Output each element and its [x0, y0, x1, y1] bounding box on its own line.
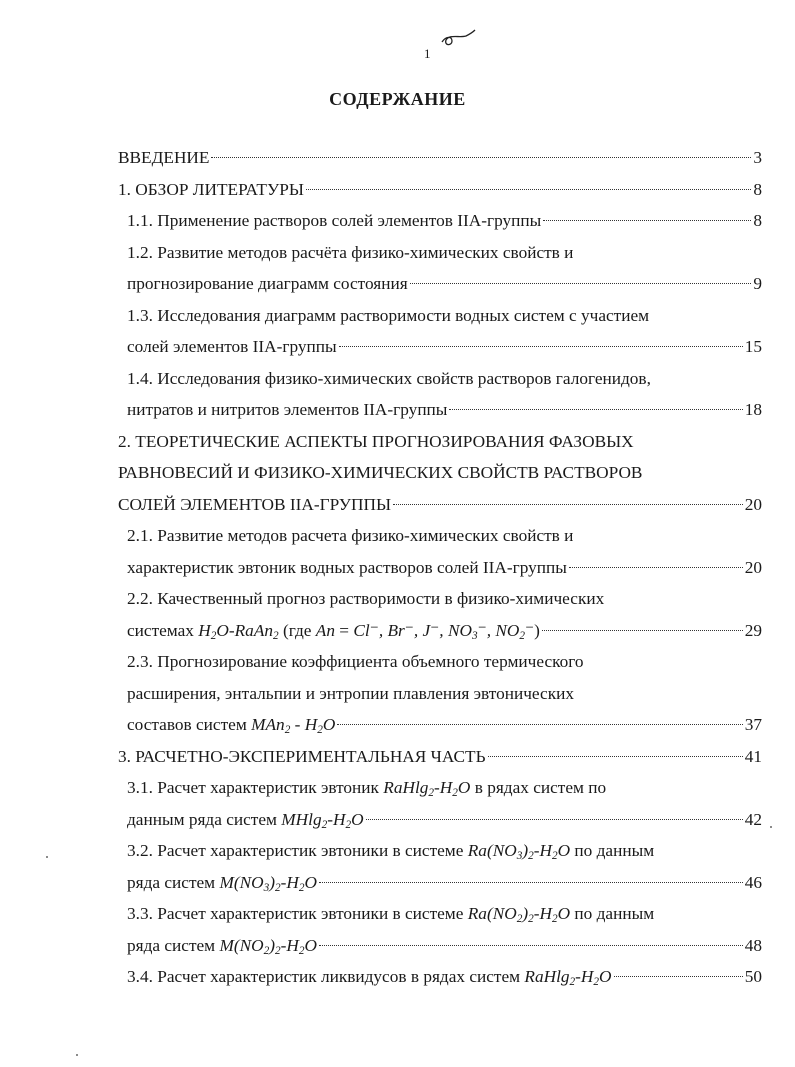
page-title: СОДЕРЖАНИЕ — [329, 89, 466, 109]
toc-entry-3-1[interactable] — [127, 804, 762, 836]
toc-entry-2-3-line1[interactable]: 2.3. Прогнозирование коэффициента объемного термического — [127, 652, 584, 671]
formula: $H_2O-RaAn_2$ — [198, 620, 279, 642]
leader-dots — [488, 756, 743, 757]
toc-entry-1-2-line1[interactable]: 1.2. Развитие методов расчёта физико-химических свойств и — [127, 242, 574, 262]
toc-label: 3. РАСЧЕТНО-ЭКСПЕРИМЕНТАЛЬНАЯ ЧАСТЬ — [118, 746, 486, 766]
toc-entry-3-4[interactable] — [127, 961, 762, 993]
formula: $M(NO_3)_2-H_2O$ — [219, 872, 317, 894]
leader-dots — [306, 189, 751, 190]
toc-text: 3.4. Расчет характеристик ликвидусов в рядах систем — [127, 967, 521, 986]
toc-text: 3.3. Расчет характеристик эвтоники в системе — [127, 904, 464, 923]
toc-text: в рядах систем по — [474, 778, 607, 797]
leader-dots — [211, 157, 751, 158]
formula: $M(NO_2)_2-H_2O$ — [219, 935, 317, 957]
leader-dots — [449, 409, 742, 410]
ion-list: Cl⁻, Br⁻, J⁻, $NO_3^-$, $NO_2^-$ — [353, 620, 535, 642]
toc-entry-3-1-line1[interactable] — [127, 772, 762, 804]
toc-entry-1-3-line1[interactable]: 1.3. Исследования диаграмм растворимости водных систем с участием — [127, 305, 650, 325]
toc-entry-1-2[interactable] — [127, 268, 762, 300]
toc-text: ) — [534, 620, 540, 640]
toc-entry-section-1[interactable] — [118, 174, 762, 206]
toc-page-number: 20 — [744, 494, 762, 514]
toc-page-number: 48 — [744, 935, 762, 955]
toc-entry-1-1[interactable] — [127, 205, 762, 237]
toc-label: СОЛЕЙ ЭЛЕМЕНТОВ IIA-ГРУППЫ — [118, 494, 392, 514]
formula: $Ra(NO_2)_2-H_2O$ — [467, 904, 571, 925]
leader-dots — [339, 346, 743, 347]
toc-page-number: 15 — [744, 337, 762, 356]
formula: $RaHlg_2-H_2O$ — [524, 967, 612, 988]
toc-label: ВВЕДЕНИЕ — [118, 148, 210, 167]
leader-dots — [543, 220, 751, 221]
page-number: 1 — [424, 46, 431, 61]
toc-label — [127, 615, 540, 647]
leader-dots — [319, 882, 743, 883]
toc-entry-2-2-line1[interactable]: 2.2. Качественный прогноз растворимости в физико-химических — [127, 589, 605, 608]
formula: An — [315, 620, 335, 640]
toc-text: 3.1. Расчет характеристик эвтоник — [127, 778, 379, 797]
toc-label: прогнозирование диаграмм состояния — [127, 274, 408, 293]
toc-entry-2-3[interactable] — [127, 709, 762, 741]
toc-label — [127, 961, 612, 993]
toc-page-number: 29 — [744, 620, 762, 640]
toc-entry-3-2-line1[interactable] — [127, 835, 762, 867]
toc-entry-2-1-line1[interactable]: 2.1. Развитие методов расчета физико-химических свойств и — [127, 526, 574, 545]
leader-dots — [393, 504, 743, 505]
toc-page-number: 42 — [744, 809, 762, 829]
toc-page-number: 20 — [744, 557, 762, 577]
toc-entry-section-2-line1[interactable]: 2. ТЕОРЕТИЧЕСКИЕ АСПЕКТЫ ПРОГНОЗИРОВАНИЯ ФАЗОВЫХ — [118, 431, 634, 451]
toc-page-number: 18 — [744, 400, 762, 419]
leader-dots — [319, 945, 743, 946]
toc-label — [127, 709, 335, 741]
leader-dots — [366, 819, 743, 820]
toc-text: (где — [282, 620, 312, 640]
toc-text: 3.2. Расчет характеристик эвтоники в системе — [127, 841, 464, 860]
toc-text: составов систем — [127, 715, 247, 734]
toc-page-number: 3 — [753, 148, 762, 167]
toc-text: по данным — [574, 841, 655, 860]
toc-entry-1-4[interactable] — [127, 394, 762, 426]
toc-label: нитратов и нитритов элементов IIA-группы — [127, 400, 448, 419]
toc-entry-2-3-line2[interactable]: расширения, энтальпии и энтропии плавления эвтонических — [127, 683, 574, 703]
toc-entry-1-3[interactable] — [127, 331, 762, 363]
toc-label — [127, 804, 364, 836]
toc-entry-intro[interactable] — [118, 142, 762, 174]
toc-text: ряда систем — [127, 872, 216, 892]
toc-text: данным ряда систем — [127, 809, 277, 829]
toc-entry-2-2[interactable] — [127, 615, 762, 647]
toc-page-number: 50 — [744, 967, 762, 986]
formula: $Ra(NO_3)_2-H_2O$ — [467, 841, 571, 862]
toc-entry-section-3[interactable] — [118, 741, 762, 773]
toc-text: системах — [127, 620, 194, 640]
leader-dots — [337, 724, 742, 725]
toc-label: 1. ОБЗОР ЛИТЕРАТУРЫ — [118, 179, 304, 199]
toc-entry-2-1[interactable] — [127, 552, 762, 584]
toc-entry-section-2-line2[interactable]: РАВНОВЕСИЙ И ФИЗИКО-ХИМИЧЕСКИХ СВОЙСТВ РАСТВОРОВ — [118, 463, 643, 482]
formula: $MHlg_2-H_2O$ — [281, 809, 364, 831]
toc-entry-3-3-line1[interactable] — [127, 898, 762, 930]
toc-entry-3-2[interactable] — [127, 867, 762, 899]
toc-label — [127, 930, 317, 962]
toc-label: характеристик эвтоник водных растворов солей IIA-группы — [127, 557, 567, 577]
formula: $RaHlg_2-H_2O$ — [383, 778, 471, 799]
toc-entry-3-3[interactable] — [127, 930, 762, 962]
formula: $MAn_2 - H_2O$ — [251, 715, 336, 736]
toc-text: по данным — [574, 904, 655, 923]
table-of-contents — [118, 142, 762, 993]
toc-text: ряда систем — [127, 935, 216, 955]
toc-page-number: 37 — [744, 715, 762, 734]
toc-entry-1-4-line1[interactable]: 1.4. Исследования физико-химических свойств растворов галогенидов, — [127, 368, 651, 388]
toc-entry-section-2[interactable] — [118, 489, 762, 521]
toc-label: 1.1. Применение растворов солей элементов IIA-группы — [127, 211, 542, 230]
leader-dots — [410, 283, 752, 284]
leader-dots — [569, 567, 743, 568]
toc-page-number: 9 — [753, 274, 762, 293]
toc-page-number: 8 — [753, 179, 762, 199]
handwritten-mark — [440, 28, 476, 50]
toc-label: солей элементов IIA-группы — [127, 337, 337, 356]
toc-page-number: 46 — [744, 872, 762, 892]
toc-page-number: 8 — [753, 211, 762, 230]
leader-dots — [542, 630, 743, 631]
toc-text: = — [339, 620, 350, 640]
toc-label — [127, 867, 317, 899]
leader-dots — [614, 976, 743, 977]
toc-page-number: 41 — [744, 746, 762, 766]
